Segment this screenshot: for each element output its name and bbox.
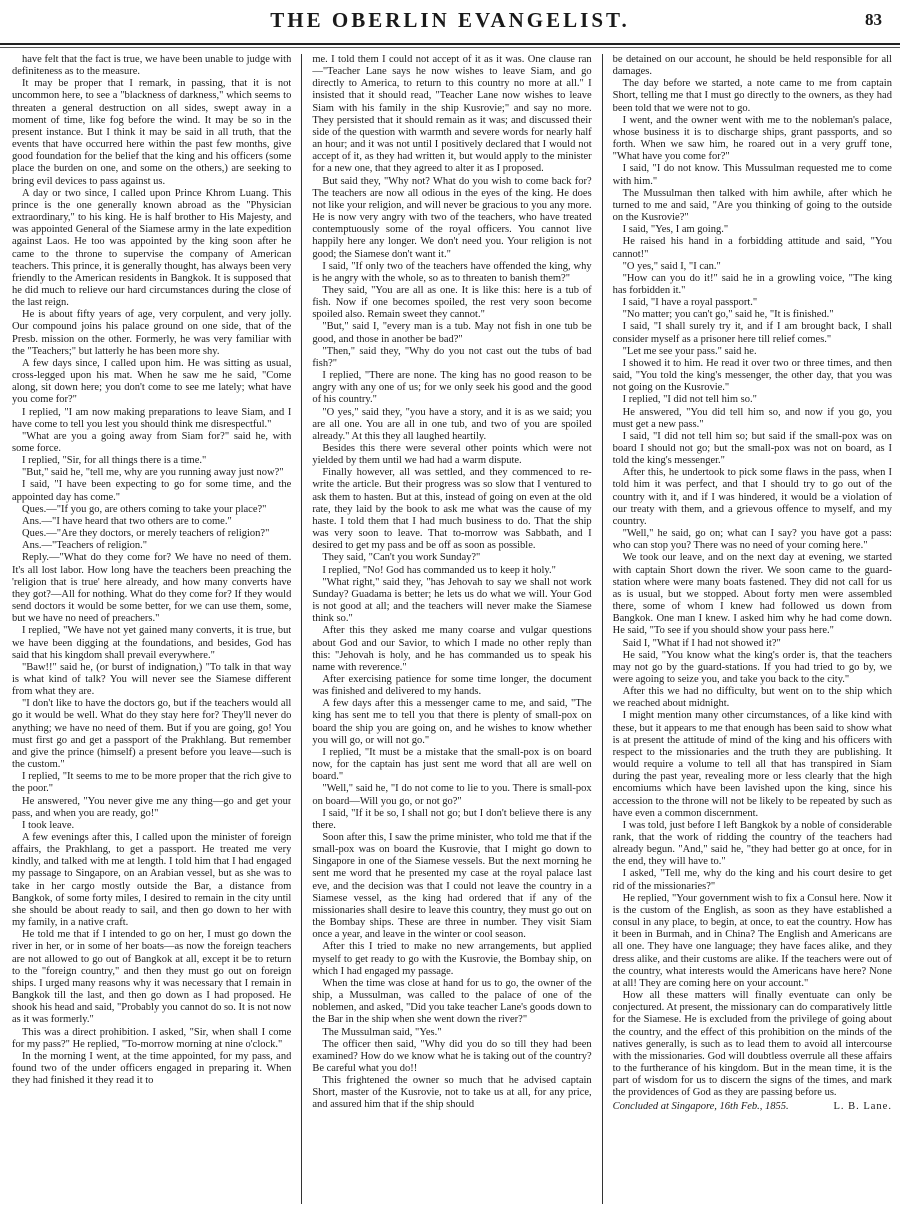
header-rule-top	[0, 43, 900, 45]
paragraph: Ques.—"If you go, are others coming to take your place?"	[22, 503, 267, 515]
paragraph: I replied, "I did not tell him so."	[622, 394, 757, 406]
paragraph: "O yes," said they, "you have a story, and it is as we said; you are all one. You are all in one tub, and two of you are spoiled already." At this they all laughed heartily.	[312, 406, 592, 442]
paragraph: A day or two since, I called upon Prince Khrom Luang. This prince is the one generally known abroad as the "Physician extraordinary," to his king. He is half brother to His Majesty, and was appointed General of the Siamese army in the late expedition against Laos. He too was appointed by the king soon after he came to the throne to supervise the company of American teachers. This prince, it is generally thought, has always been very friendly to the American residents in Bangkok. It is supposed that he did much to relieve our hard circumstances during the close of the last reign.	[12, 187, 292, 309]
paragraph: After exercising patience for some time longer, the document was finished and delivered to my hands.	[312, 673, 592, 698]
paragraph: "Baw!!" said he, (or burst of indignation,) "To talk in that way is what kind of talk? You will never see the Siamese different from what they are.	[12, 661, 292, 698]
paragraph: The officer then said, "Why did you do so till they had been examined? How do we know what he is taking out of the country? Be careful what you do!!	[312, 1038, 592, 1074]
column-right	[613, 54, 892, 1204]
paragraph: I said, "I have been expecting to go for some time, and the appointed day has come."	[12, 479, 292, 503]
paragraph: I said, "I did not tell him so; but said if the small-pox was on board I should not go; but the small-pox was not on board, as I told the king's messenger."	[612, 430, 892, 467]
paragraph: I replied, "There are none. The king has no good reason to be angry with any one of us; for we only seek his good and the good of his country."	[312, 370, 592, 406]
paragraph: "No matter; you can't go," said he, "It is finished."	[622, 309, 834, 321]
paragraph: He raised his hand in a forbidding attitude and said, "You cannot!"	[612, 236, 892, 260]
paragraph: But said they, "Why not? What do you wish to come back for? The teachers are now all odious in the eyes of the king. He does not like your religion, and will never be gracious to you any more. He is now very angry with two of the teachers, who have treated contemptuously some of the royal officers. You cannot live happily here any longer. We don't need you. Your religion is not good; the Siamese don't want it."	[312, 175, 592, 260]
column-divider	[602, 54, 603, 1204]
page-header	[0, 0, 900, 40]
signoff-place-date: Concluded at Singapore, 16th Feb., 1855.	[612, 1101, 789, 1113]
paragraph: "Well," he said, go on; what can I say? you have got a pass: who can stop you? There was no need of your coming here."	[612, 528, 892, 552]
paragraph: Reply.—"What do they come for? We have no need of them. It's all lost labor. How long have the teachers been preaching the 'religion that is true' here already, and how many converts have they got?—All for nothing. What do they come for? If they would send doctors it would be some better, for we can use them, some, but we have no need of preachers."	[12, 552, 292, 625]
paragraph: Said I, "What if I had not showed it?"	[622, 637, 781, 649]
column-middle	[312, 54, 591, 1204]
paragraph: He answered, "You never give me any thing—go and get your pass, and when you are ready, go!"	[12, 795, 292, 819]
paragraph: When the time was close at hand for us to go, the owner of the ship, a Mussulman, was called to the palace of one of the noblemen, and asked, "Did you take teacher Lane's goods down to the Bar in the ship when she went down the river?"	[312, 977, 592, 1026]
paragraph: He is about fifty years of age, very corpulent, and very jolly. Our compound joins his palace ground on one side, that of the Presb. mission on the other. Formerly, he was very familiar with the "Teachers;" but latterly he has been more shy.	[12, 309, 292, 357]
paragraph: How all these matters will finally eventuate can only be conjectured. At present, the missionary can do comparatively little for the Siamese. He is excluded from the privilege of going about the country, and the effect of this prohibition on the minds of the natives generally, is such as to lead them to avoid all intercourse with the missionaries. God will doubtless overrule all these affairs to the furtherance of his kingdom. But in the mean time, it is the part of wisdom for us to discern the signs of the times, and mark the providences of God as they are passing before us.	[612, 990, 892, 1099]
paragraph: "Let me see your pass." said he.	[622, 345, 757, 357]
paragraph: He said, "You know what the king's order is, that the teachers may not go by the guard-stations. If you had tried to go by, we were agoing to seize you, and take you back to the city."	[612, 649, 892, 685]
paragraph: I showed it to him. He read it over two or three times, and then said, "You told the king's messenger, the other day, that you was not going on the Kusrovie."	[612, 357, 892, 394]
paragraph: I said, "Yes, I am going."	[622, 224, 729, 236]
paragraph: The Mussulman said, "Yes."	[322, 1026, 442, 1038]
paragraph: I took leave.	[22, 819, 75, 831]
paragraph: He answered, "You did tell him so, and now if you go, you must get a new pass."	[612, 406, 892, 430]
paragraph: I was told, just before I left Bangkok by a noble of considerable rank, that the work of ridding the country of the teachers had already begun. "And," said he, "they had better go at once, for in the end, they will have to."	[612, 819, 892, 868]
header-rule-bottom	[0, 47, 900, 48]
paragraph: I replied, "I am now making preparations to leave Siam, and I have come to tell you lest you should think me disrespectful."	[12, 406, 292, 430]
paragraph: He told me that if I intended to go on her, I must go down the river in her, or in some of her boats—as now the foreign teachers are not allowed to go out of Bangkok at all, except it be to return to the "foreign country," and then they must go out on foreign ships. I urged many reasons why it was necessary that I remain in Bangkok till the last, and then go down as I had proposed. He shook his head and said, "Probably you cannot do so. It is not now as it was formerly."	[12, 929, 292, 1026]
paragraph: "Well," said he, "I do not come to lie to you. There is small-pox on board—Will you go, or not go?"	[312, 783, 592, 807]
paragraph: I asked, "Tell me, why do the king and his court desire to get rid of the missionaries?"	[612, 868, 892, 892]
paragraph: "But," said he, "tell me, why are you running away just now?"	[22, 467, 284, 479]
paragraph: "How can you do it!" said he in a growling voice, "The king has forbidden it."	[612, 272, 892, 296]
paragraph: Ques.—"Are they doctors, or merely teachers of religion?"	[22, 528, 270, 540]
paragraph: I replied, "It seems to me to be more proper that the rich give to the poor."	[12, 771, 292, 795]
paragraph: I said, "I have a royal passport."	[622, 297, 758, 309]
paragraph: "What right," said they, "has Jehovah to say we shall not work Sunday? Guadama is better; he lets us do what we will. Your God is not good at all; and the teachers will never make the Siamese think so."	[312, 576, 592, 625]
paragraph: This frightened the owner so much that he advised captain Short, master of the Kusrovie, not to take us at all, for any price, and assured him that if the ship should	[312, 1075, 592, 1111]
paragraph: have felt that the fact is true, we have been unable to judge with definiteness as to the measure.	[12, 54, 292, 78]
paragraph: I went, and the owner went with me to the nobleman's palace, whose business it is to discharge ships, grant passports, and so forth. When we saw him, he roared out in a very gruff tone, "What have you come for?"	[612, 114, 892, 163]
paragraph: I might mention many other circumstances, of a like kind with these, but it appears to me that enough has been said to show what is at present the attitude of mind of the king and his officers with respect to the missionaries and the truth they are publishing. It would require a volume to tell all that has transpired in Siam during the past year, revealing more or less clearly that the high encomiums which have been lavished upon the king, since his accession to the throne will not be likely to be repeated by such as have even a common discernment.	[612, 710, 892, 819]
paragraph: In the morning I went, at the time appointed, for my pass, and found two of the under officers engaged in preparing it. When they had finished it they read it to	[12, 1050, 292, 1087]
page-number: 83	[865, 10, 882, 29]
paragraph: Soon after this, I saw the prime minister, who told me that if the small-pox was on board the Kusrovie, that I might go down to Singapore in one of the Siamese vessels. But the next morning he sent me word that he presented my case at the royal palace last eve, and the decision was that I could not leave the country in a Siamese vessel, as the king had ordered that if any of the missionaries shall desire to leave this country, they must go out on the Bombay ships. These are three in number. They visit Siam once a year, and leave in the winter or cool season.	[312, 832, 592, 941]
paragraph: He replied, "Your government wish to fix a Consul here. Now it is the custom of the English, as soon as they have established a consul in any place, to begin, at once, to eat the country. How has it been in Burmah, and in China? The English and Americans are all one. They have one language; they have faces alike, and they dress alike, and their customs are alike. If the teachers were out of the country, what interests would the Americans have here? None at all! They are coming here on your account."	[612, 892, 892, 989]
paragraph: After this I tried to make no new arrangements, but applied myself to get ready to go with the Kusrovie, the Bombay ship, on which I had engaged my passage.	[312, 941, 592, 977]
paragraph: I replied, "No! God has commanded us to keep it holy."	[322, 564, 556, 576]
paragraph: The Mussulman then talked with him awhile, after which he turned to me and said, "Are you thinking of going to the outside on the Kusrovie?"	[612, 187, 892, 224]
paragraph: The day before we started, a note came to me from captain Short, telling me that I must go directly to the owners, as they had been told that we were not to go.	[612, 78, 892, 114]
paragraph: They said, "Can't you work Sunday?"	[322, 552, 481, 564]
paragraph: Besides this there were several other points which were not yielded by them until we had had a warm dispute.	[312, 443, 592, 467]
paragraph: We took our leave, and on the next day at evening, we started with captain Short down the river. We soon came to the guard-station where were many boats fastened. They did not call for us as is usual, but we stopped. About forty men were assembled there, some of whom I knew had followed us down from Bangkok. One man I knew. I asked him why he had come down. He said, "To see if you should show your pass here."	[612, 552, 892, 637]
article-body	[12, 54, 892, 1204]
paragraph: "What are you a going away from Siam for?" said he, with some force.	[12, 430, 292, 454]
running-title: THE OBERLIN EVANGELIST.	[270, 8, 630, 32]
signoff	[613, 1101, 892, 1113]
paragraph: I replied, "Sir, for all things there is a time."	[22, 455, 207, 467]
paragraph: I said, "If it be so, I shall not go; but I don't believe there is any there.	[312, 807, 592, 831]
paragraph: A few evenings after this, I called upon the minister of foreign affairs, the Prakhlang, to get a passport. He treated me very kindly, and talked with me at length. I told him that I had engaged my passage to Singapore, on an Arabian vessel, but as she was to take in her cargo mostly outside the Bar, a distance from Bangkok, of some forty miles, I desired to remain in the city until she should be about ready to sail, and then go down to her with my family, in a native craft.	[12, 832, 292, 929]
paragraph: They said, "You are all as one. It is like this: here is a tub of fish. Now if one becomes spoiled, the rest very soon become spoiled also. Remain sweet they cannot."	[312, 284, 592, 321]
paragraph: Finally however, all was settled, and they commenced to re-write the article. But their progress was so slow that I ventured to ask them to hasten. But at this, instead of going on even at the old rate, they laid by the book to ask me what was the cause of my haste. I told them that I had much business to do. That the ship was very soon to leave. That to-morrow was Sabbath, and I desired to get my pass and be off as soon as possible.	[312, 467, 592, 552]
paragraph: I said, "I shall surely try it, and if I am brought back, I shall consider myself as a prisoner here till relief comes."	[612, 321, 892, 345]
paragraph: After this they asked me many coarse and vulgar questions about God and our Savior, to which I made no other reply than this: "Jehovah is holy, and he has commanded us to speak his name with reverence."	[312, 625, 592, 673]
column-divider	[301, 54, 302, 1204]
paragraph: be detained on our account, he should be held responsible for all damages.	[612, 54, 892, 78]
paragraph: After this we had no difficulty, but went on to the ship which we reached about midnight.	[612, 686, 892, 710]
paragraph: I replied, "We have not yet gained many converts, it is true, but we have been digging at the foundations, and besides, God has said that his kingdom shall prevail everywhere."	[12, 625, 292, 661]
paragraph: "But," said I, "every man is a tub. May not fish in one tub be good, and those in another be bad?"	[312, 321, 592, 345]
paragraph: I said, "If only two of the teachers have offended the king, why is he angry with the whole, so as to threaten to banish them?"	[312, 260, 592, 284]
paragraph: "I don't like to have the doctors go, but if the teachers would all go it would be well. What do they stay here for? They'll never do anything; we have no need of them. But if you are going, go! You must first go and get a passport of the Prakhlang. But remember and give the prince (himself) a present before you leave—such is the custom."	[12, 698, 292, 771]
paragraph: This was a direct prohibition. I asked, "Sir, when shall I come for my pass?" He replied, "To-morrow morning at nine o'clock."	[12, 1026, 292, 1050]
paragraph: A few days since, I called upon him. He was sitting as usual, cross-legged upon his mat. When he saw me he said, "Come along, sit down here; you don't come to see me lately; what have you come for?"	[12, 357, 292, 406]
paragraph: It may be proper that I remark, in passing, that it is not uncommon here, to see a "blackness of darkness," which seems to threaten a general destruction on all sides, swept away in a moment of time, like fog before the wind. It may be so in the present instance. But I think it may be said in all truth, that the events that have occurred here within the past few months, give good foundation for the belief that the king and his officers (some place the burden on one, and some on the others,) are seeking to bring evil devices to pass against us.	[12, 78, 292, 187]
paragraph: I replied, "It must be a mistake that the small-pox is on board now, for the captain has just sent me word that all are well on board."	[312, 746, 592, 783]
paragraph: Ans.—"Teachers of religion."	[22, 540, 148, 552]
paragraph: "O yes," said I, "I can."	[622, 260, 721, 272]
paragraph: A few days after this a messenger came to me, and said, "The king has sent me to tell you that there is plenty of small-pox on board the ship you are going on, and he wishes to know whether you will go, or will not go."	[312, 698, 592, 746]
paragraph: me. I told them I could not accept of it as it was. One clause ran—"Teacher Lane says he now wishes to leave Siam, and go directly to America, to return to this country no more at all." I insisted that it should read, "Teacher Lane now wishes to leave Siam with his family in the ship Kusrovie;" and say no more. They persisted that it should remain as it was; and discussed their side of the question with warmth and severe words for nearly half an hour; and it was not until I positively declared that I would not accept of it, as they had written it, but would apply to the minister for a new one, that they agreed to alter it as I proposed.	[312, 54, 592, 175]
signoff-author: L. B. Lane.	[833, 1101, 892, 1113]
paragraph: Ans.—"I have heard that two others are to come."	[22, 515, 232, 527]
paragraph: After this, he undertook to pick some flaws in the pass, when I told him it was perfect, and that I should try to go out of the country with it, and if I was hindered, it would be a violation of our treaty with them, and a grievous offence to myself, and my country.	[612, 467, 892, 527]
column-left	[12, 54, 291, 1204]
paragraph: "Then," said they, "Why do you not cast out the tubs of bad fish?"	[312, 345, 592, 369]
paragraph: I said, "I do not know. This Mussulman requested me to come with him."	[612, 163, 892, 187]
